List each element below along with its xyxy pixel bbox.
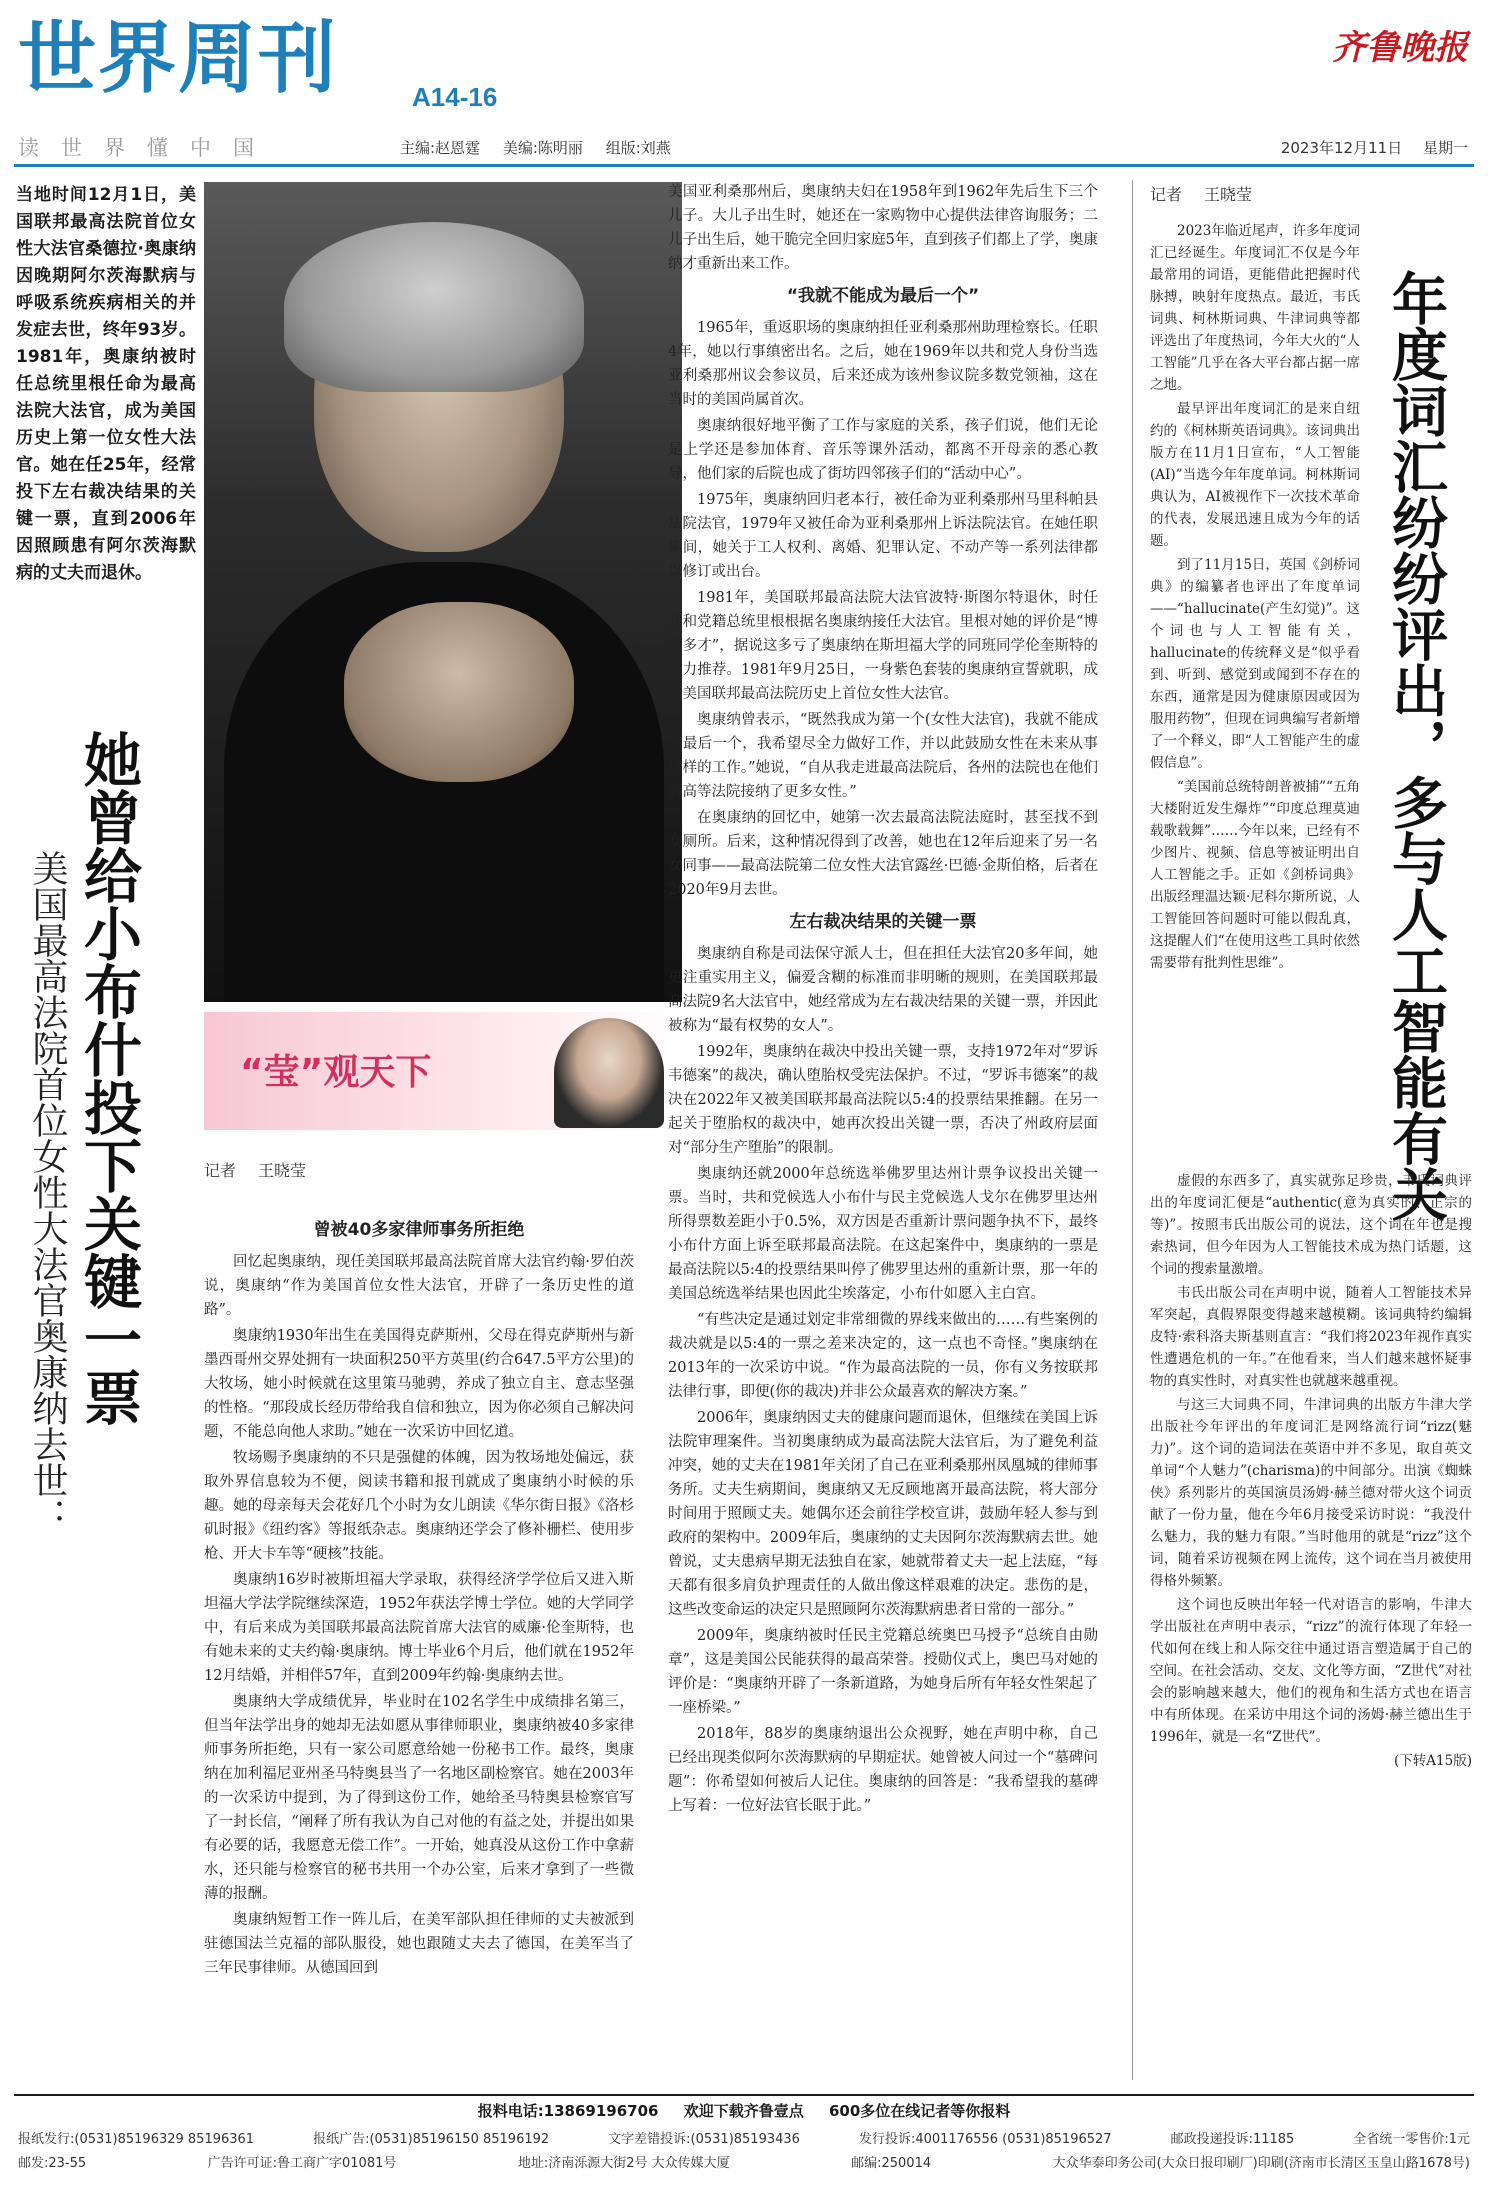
editor-credits — [400, 137, 689, 158]
footer-contacts: 报纸发行:(0531)85196329 85196361 报纸广告:(0531)85196150 85196192 文字差错投诉:(0531)85193436 发行投诉:4001176556 (0531)85196527 邮政投递投诉:11185 全省统一零售价:1元 — [18, 2132, 1470, 2147]
paragraph: 1975年，奥康纳回归老本行，被任命为亚利桑那州马里科帕县法院法官，1979年又被任命为亚利桑那州上诉法院法官。在她任职期间，她关于工人权利、离婚、犯罪认定、不动产等一系列法律都以修订或出台。 — [668, 492, 1098, 580]
section-title: 曾被40多家律师事务所拒绝 — [313, 1220, 525, 1240]
byline: 记者 王晓莹 — [1150, 185, 1253, 204]
paragraph: 2009年，奥康纳被时任民主党籍总统奥巴马授予“总统自由勋章”，这是美国公民能获得的最高荣誉。授勋仪式上，奥巴马对她的评价是：“奥康纳开辟了一条新道路，为她身后所有年轻女性架起了一座桥梁。” — [668, 1628, 1098, 1716]
story-headline: 她曾给小布什投下关键一票 — [74, 730, 142, 1426]
section-title: “我就不能成为最后一个” — [786, 286, 980, 306]
paragraph: 1965年，重返职场的奥康纳担任亚利桑那州助理检察长。任职4年，她以行事缜密出名。之后，她在1969年以共和党人身份当选亚利桑那州议会参议员，后来还成为该州参议院多数党领袖，这在当时的美国尚属首次。 — [668, 320, 1098, 408]
section-title: 左右裁决结果的关键一票 — [789, 912, 977, 932]
column-banner — [204, 1012, 682, 1130]
paragraph: 奥康纳还就2000年总统选举佛罗里达州计票争议投出关键一票。当时，共和党候选人小布什与民主党候选人戈尔在佛罗里达州所得票数差距小于0.5%，双方因是否重新计票问题争执不下，最终小布什方面上诉至联邦最高法院。在这起案件中，奥康纳的一票是最高法院以5:4的投票结果叫停了佛罗里达州的重新计票，那一年的美国总统选举结果也因此尘埃落定，小布什如愿入主白宫。 — [668, 1166, 1098, 1302]
story2-column-lower — [1150, 1170, 1472, 1772]
paragraph: 2006年，奥康纳因丈夫的健康问题而退休，但继续在美国上诉法院审理案件。当初奥康纳成为最高法院大法官后，为了避免利益冲突，她的丈夫在1981年关闭了自己在亚利桑那州凤凰城的律师事务所。丈夫生病期间，奥康纳又无反顾地离开最高法院，将大部分时间用于照顾丈夫。她偶尔还会前往学校宣讲，鼓励年轻人参与到政府的架构中。2009年后，奥康纳的丈夫因阿尔茨海默病去世。她曾说，丈夫患病早期无法独自在家，她就带着丈夫一起上法庭，“每天都有很多肩负护理责任的人做出像这样艰难的决定。悲伤的是，这些改变命运的决定只是照顾阿尔茨海默病患者日常的一部分。” — [668, 1410, 1098, 1618]
page-range: A14-16 — [412, 82, 498, 112]
paragraph: 牧场赐予奥康纳的不只是强健的体魄，因为牧场地处偏远，获取外界信息较为不便，阅读书籍和报刊就成了奥康纳小时候的乐趣。她的母亲每天会花好几个小时为女儿朗读《华尔街日报》《洛杉矶时报》《纽约客》等报纸杂志。奥康纳还学会了修补栅栏、使用步枪、开大卡车等“硬核”技能。 — [204, 1450, 634, 1562]
paragraph: 这个词也反映出年轻一代对语言的影响，牛津大学出版社在声明中表示，“rizz”的流行体现了年轻一代如何在线上和人际交往中通过语言塑造属于自己的空间。在社会活动、交友、文化等方面，“Z世代”对社会的影响越来越大，他们的视角和生活方式也在语言中有所体现。在采访中用这个词的汤姆·赫兰德出生于1996年，就是一名“Z世代”。 — [1150, 1597, 1472, 1745]
paragraph: 与这三大词典不同，牛津词典的出版方牛津大学出版社今年评出的年度词汇是网络流行词“rizz(魅力)”。这个词的造词法在英语中并不多见，取自英文单词“个人魅力”(charisma)的中间部分。出演《蜘蛛侠》系列影片的英国演员汤姆·赫兰德对带火这个词贡献了一份力量，他在今年6月接受采访时说：“我没什么魅力，我的魅力有限。”当时他用的就是“rizz”这个词，随着采访视频在网上流传，这个词在当月被使用得格外频繁。 — [1150, 1397, 1472, 1589]
paragraph: 韦氏出版公司在声明中说，随着人工智能技术异军突起，真假界限变得越来越模糊。该词典特约编辑皮特·索科洛夫斯基则直言：“我们将2023年视作真实性遭遇危机的一年。”在他看来，当人们越来越怀疑事物的真实性时，对真实性也就越来越重视。 — [1150, 1285, 1472, 1389]
paragraph: 到了11月15日，英国《剑桥词典》的编纂者也评出了年度单词——“hallucinate(产生幻觉)”。这个词也与人工智能有关，hallucinate的传统释义是“似乎看到、听到、感觉到或闻到不存在的东西，通常是因为健康原因或因为服用药物”，但现在词典编写者新增了一个释义，即“人工智能产生的虚假信息”。 — [1150, 557, 1360, 771]
continued-note: (下转A15版) — [1394, 1753, 1472, 1769]
story-lead: 当地时间12月1日，美国联邦最高法院首位女性大法官桑德拉·奥康纳因晚期阿尔茨海默病与呼吸系统疾病相关的并发症去世，终年93岁。1981年，奥康纳被时任总统里根任命为最高法院大法官，成为美国历史上第一位女性大法官。她在任25年，经常投下左右裁决结果的关键一票，直到2006年因照顾患有阿尔茨海默病的丈夫而退休。 — [16, 185, 196, 583]
credit-designer: 美编:陈明丽 — [502, 139, 583, 157]
portrait-photo — [204, 182, 682, 1002]
masthead-rule — [14, 164, 1474, 167]
credit-editor: 主编:赵恩霆 — [400, 139, 481, 157]
column-divider — [1132, 180, 1133, 2080]
dateline — [1265, 137, 1468, 158]
paragraph: “有些决定是通过划定非常细微的界线来做出的……有些案例的裁决就是以5:4的一票之差来决定的，这一点也不奇怪。”奥康纳在2013年的一次采访中说。“作为最高法院的一员，你有义务按联邦法律行事，即便(你的裁决)并非公众最喜欢的解决方案。” — [668, 1312, 1098, 1400]
paragraph: 虚假的东西多了，真实就弥足珍贵，韦氏词典评出的年度词汇便是“authentic(意为真实的、正宗的等)”。按照韦氏出版公司的说法，这个词在年也是搜索热词，但今年因为人工智能技术成为热门话题，这个词的搜索量激增。 — [1150, 1173, 1472, 1277]
paragraph: 1992年，奥康纳在裁决中投出关键一票，支持1972年对“罗诉韦德案”的裁决，确认堕胎权受宪法保护。不过，“罗诉韦德案”的裁决在2022年又被美国联邦最高法院以5:4的投票结果推翻。在另一起关于堕胎权的裁决中，她再次投出关键一票，否决了州政府层面对“部分生产堕胎”的限制。 — [668, 1044, 1098, 1156]
paragraph: 美国亚利桑那州后，奥康纳夫妇在1958年到1962年先后生下三个儿子。大儿子出生时，她还在一家购物中心提供法律咨询服务；二儿子出生后，她干脆完全回归家庭5年，直到孩子们都上了学，奥康纳才重新出来工作。 — [668, 184, 1098, 272]
issue-date: 2023年12月11日 — [1280, 139, 1403, 157]
story-subheadline: 美国最高法院首位女性大法官奥康纳去世： — [27, 850, 68, 1534]
issue-weekday: 星期一 — [1422, 139, 1468, 157]
footer-hotline: 报料电话:13869196706 欢迎下载齐鲁壹点 600多位在线记者等你报料 — [477, 2102, 1011, 2120]
paragraph: 奥康纳短暂工作一阵儿后，在美军部队担任律师的丈夫被派到驻德国法兰克福的部队服役，她也跟随丈夫去了德国，在美军当了三年民事律师。从德国回到 — [204, 1912, 634, 1976]
newspaper-logo: 齐鲁晚报 — [1332, 28, 1468, 68]
column-label: “莹”观天下 — [240, 1052, 432, 1093]
paragraph: 奥康纳大学成绩优异，毕业时在102名学生中成绩排名第三，但当年法学出身的她却无法如愿从事律师职业，奥康纳被40多家律师事务所拒绝，只有一家公司愿意给她一份秘书工作。最终，奥康纳在加利福尼亚州圣马特奥县当了一名地区副检察官。她在2003年的一次采访中提到，为了得到这份工作，她给圣马特奥县检察官写了一封长信，“阐释了所有我认为自己对他的有益之处，并提出如果有必要的话，我愿意无偿工作”。一开始，她真没从这份工作中拿薪水，还只能与检察官的秘书共用一个办公室，后来才拿到了一些微薄的报酬。 — [204, 1694, 634, 1902]
masthead-motto: 读世界懂中国 — [18, 136, 276, 160]
paragraph: 奥康纳自称是司法保守派人士，但在担任大法官20多年间，她更注重实用主义，偏爱含糊的标准而非明晰的规则，在美国联邦最高法院9名大法官中，她经常成为左右裁决结果的关键一票，并因此被称为“最有权势的女人”。 — [668, 946, 1098, 1034]
paragraph: “美国前总统特朗普被捕”“五角大楼附近发生爆炸”“印度总理莫迪载歌载舞”……今年以来，已经有不少图片、视频、信息等被证明出自人工智能之手。正如《剑桥词典》出版经理温达颖·尼科尔斯所说，人工智能回答问题时可能以假乱真，这提醒人们“在使用这些工具时依然需要带有批判性思维”。 — [1150, 779, 1360, 971]
byline: 记者 王晓莹 — [204, 1161, 307, 1180]
article-column-2 — [668, 180, 1098, 1820]
paragraph: 2018年，88岁的奥康纳退出公众视野，她在声明中称，自己已经出现类似阿尔茨海默病的早期症状。她曾被人问过一个“墓碑问题”：你希望如何被后人记住。奥康纳的回答是：“我希望我的墓碑上写着：一位好法官长眠于此。” — [668, 1726, 1098, 1814]
masthead-title: 世界周刊 — [18, 13, 339, 104]
story2-headline: 年度词汇纷纷评出，多与人工智能有关 — [1383, 270, 1449, 1222]
article-column-1 — [204, 1210, 634, 1982]
paragraph: 奥康纳16岁时被斯坦福大学录取，获得经济学学位后又进入斯坦福大学法学院继续深造，1952年获法学博士学位。她的大学同学中，有后来成为美国联邦最高法院首席大法官的威廉·伦奎斯特，也有她未来的丈夫约翰·奥康纳。博士毕业6个月后，他们就在1952年12月结婚，并相伴57年，直到2009年约翰·奥康纳去世。 — [204, 1572, 634, 1684]
columnist-avatar — [554, 1018, 664, 1128]
paragraph: 1981年，美国联邦最高法院大法官波特·斯图尔特退休，时任共和党籍总统里根根据名奥康纳接任大法官。里根对她的评价是“博学多才”，据说这多亏了奥康纳在斯坦福大学的同班同学伦奎斯特的大力推荐。1981年9月25日，一身紫色套装的奥康纳宣誓就职，成为美国联邦最高法院历史上首位女性大法官。 — [668, 590, 1098, 702]
paragraph: 奥康纳很好地平衡了工作与家庭的关系，孩子们说，他们无论是上学还是参加体育、音乐等课外活动，都离不开母亲的悉心教导，他们家的后院也成了街坊四邻孩子们的“活动中心”。 — [668, 418, 1098, 482]
paragraph: 奥康纳1930年出生在美国得克萨斯州，父母在得克萨斯州与新墨西哥州交界处拥有一块面积250平方英里(约合647.5平方公里)的大牧场，她小时候就在这里策马驰骋，养成了独立自主、意志坚强的性格。“那段成长经历带给我自信和独立，因为你必须自己解决问题，不能总向他人求助。”她在一次采访中回忆道。 — [204, 1328, 634, 1440]
paragraph: 2023年临近尾声，许多年度词汇已经诞生。年度词汇不仅是今年最常用的词语，更能借此把握时代脉搏，映射年度热点。最近，韦氏词典、柯林斯词典、牛津词典等都评选出了年度热词，今年大火的“人工智能”几乎在各大平台都占据一席之地。 — [1150, 223, 1360, 393]
credit-layout: 组版:刘燕 — [605, 139, 671, 157]
paragraph: 最早评出年度词汇的是来自纽约的《柯林斯英语词典》。该词典出版方在11月1日宣布，“人工智能(AI)”当选今年年度单词。柯林斯词典认为，AI被视作下一次技术革命的代表，发展迅速且成为今年的话题。 — [1150, 401, 1360, 549]
paragraph: 奥康纳曾表示，“既然我成为第一个(女性大法官)，我就不能成为最后一个，我希望尽全力做好工作，并以此鼓励女性在未来从事这样的工作。”她说，“自从我走进最高法院后，各州的法院也在他们的高等法院接纳了更多女性。” — [668, 712, 1098, 800]
paragraph: 在奥康纳的回忆中，她第一次去最高法院法庭时，甚至找不到女厕所。后来，这种情况得到了改善，她也在12年后迎来了另一名女同事——最高法院第二位女性大法官露丝·巴德·金斯伯格，后者在2020年9月去世。 — [668, 810, 1098, 898]
paragraph: 回忆起奥康纳，现任美国联邦最高法院首席大法官约翰·罗伯茨说，奥康纳“作为美国首位女性大法官，开辟了一条历史性的道路”。 — [204, 1254, 634, 1318]
story2-column — [1150, 220, 1360, 976]
footer-rule — [14, 2094, 1474, 2096]
footer-address: 邮发:23-55 广告许可证:鲁工商广字01081号 地址:济南泺源大街2号 大众传媒大厦 邮编:250014 大众华泰印务公司(大众日报印刷厂)印刷(济南市长清区玉皇山路1678号) — [18, 2156, 1470, 2171]
